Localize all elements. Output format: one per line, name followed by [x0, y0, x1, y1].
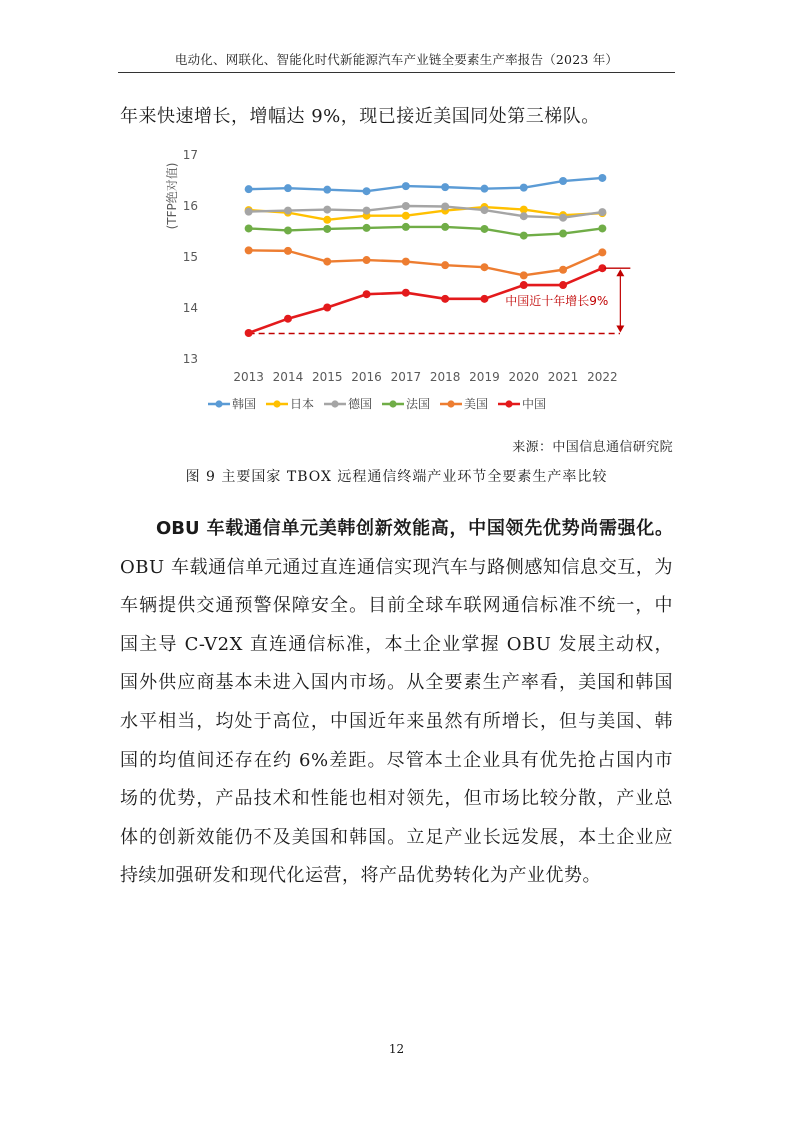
legend-label: 德国 — [348, 397, 373, 411]
obu-paragraph — [120, 510, 673, 896]
arrow-head-down — [616, 326, 624, 333]
data-point — [520, 232, 528, 240]
data-point — [245, 224, 253, 232]
data-point — [598, 248, 606, 256]
data-point — [323, 216, 331, 224]
data-point — [323, 225, 331, 233]
series-2 — [245, 202, 607, 222]
data-point — [598, 174, 606, 182]
arrow-head-up — [616, 269, 624, 276]
data-point — [245, 329, 253, 337]
series-line — [249, 178, 603, 191]
data-point — [559, 266, 567, 274]
data-point — [323, 206, 331, 214]
x-tick-label: 2013 — [233, 370, 264, 384]
data-point — [402, 223, 410, 231]
y-tick-label: 15 — [182, 250, 198, 264]
data-point — [402, 258, 410, 266]
data-point — [441, 223, 449, 231]
data-point — [559, 214, 567, 222]
figure-source: 来源：中国信息通信研究院 — [512, 440, 673, 455]
data-point — [559, 177, 567, 185]
series-line — [249, 250, 603, 275]
y-tick-label: 14 — [182, 301, 198, 315]
data-point — [284, 226, 292, 234]
legend-label: 日本 — [290, 397, 315, 411]
data-point — [402, 212, 410, 220]
legend-item — [382, 396, 430, 411]
page-number: 12 — [388, 1042, 405, 1056]
data-point — [402, 202, 410, 210]
legend-item — [324, 397, 372, 411]
data-point — [363, 224, 371, 232]
data-point — [363, 290, 371, 298]
legend-swatch-marker — [389, 400, 396, 407]
y-tick-label: 13 — [182, 352, 198, 366]
data-point — [245, 185, 253, 193]
data-point — [559, 281, 567, 289]
paragraph-body: OBU 车载通信单元通过直连通信实现汽车与路侧感知信息交互，为车辆提供交通预警保障安全。目前全球车联网通信标准不统一，中国主导 C-V2X 直连通信标准，本土企业掌握 OBU 发展主动权，国外供应商基本未进入国内市场。从全要素生产率看，美国和韩国水平相当，均处于高位，中国近年来虽然有所增长，但与美国、韩国的均值间还存在约 6%差距。尽管本土企业具有优先抢占国内市场的优势，产品技术和性能也相对领先，但市场比较分散，产业总体的创新效能仍不及美国和韩国。立足产业长远发展，本土企业应持续加强研发和现代化运营，将产品优势转化为产业优势。 — [120, 556, 673, 887]
tfp-line-chart — [156, 142, 636, 432]
data-point — [284, 315, 292, 323]
x-tick-label: 2020 — [508, 370, 540, 384]
data-point — [284, 247, 292, 255]
x-tick-label: 2015 — [311, 370, 343, 384]
legend-swatch-marker — [215, 400, 222, 407]
x-tick-label: 2014 — [272, 370, 304, 384]
data-point — [520, 212, 528, 220]
data-point — [520, 281, 528, 289]
y-tick-label: 16 — [182, 199, 198, 213]
data-point — [363, 207, 371, 215]
legend-item — [208, 396, 256, 411]
data-point — [520, 271, 528, 279]
legend-swatch-marker — [331, 400, 338, 407]
growth-annotation: 中国近十年增长9% — [505, 293, 609, 308]
data-point — [480, 295, 488, 303]
data-point — [323, 303, 331, 311]
data-point — [441, 295, 449, 303]
legend-label: 韩国 — [232, 397, 257, 411]
legend-item — [266, 396, 314, 411]
data-point — [480, 185, 488, 193]
data-point — [480, 263, 488, 271]
data-point — [402, 289, 410, 297]
series-line — [249, 227, 603, 236]
x-tick-label: 2016 — [351, 370, 382, 384]
x-tick-label: 2022 — [587, 370, 618, 384]
figure-caption: 图 9 主要国家 TBOX 远程通信终端产业环节全要素生产率比较 — [185, 469, 608, 485]
data-point — [323, 258, 331, 266]
series-3 — [245, 223, 607, 240]
data-point — [559, 230, 567, 238]
legend-label: 中国 — [522, 397, 547, 411]
legend-label: 法国 — [406, 397, 431, 411]
x-tick-label: 2018 — [429, 370, 461, 384]
x-tick-label: 2021 — [547, 370, 579, 384]
data-point — [480, 225, 488, 233]
data-point — [598, 224, 606, 232]
header-rule — [118, 72, 675, 73]
y-axis-label: (TFP绝对值) — [165, 162, 179, 230]
legend-swatch-marker — [273, 400, 280, 407]
data-point — [323, 186, 331, 194]
paragraph-lead: OBU 车载通信单元美韩创新效能高，中国领先优势尚需强化。 — [156, 518, 673, 539]
data-point — [363, 187, 371, 195]
data-point — [245, 208, 253, 216]
data-point — [441, 261, 449, 269]
legend-swatch-marker — [447, 400, 454, 407]
legend-item — [498, 396, 546, 411]
y-tick-label: 17 — [182, 148, 198, 162]
x-tick-label: 2017 — [390, 370, 422, 384]
data-point — [441, 183, 449, 191]
data-point — [284, 207, 292, 215]
data-point — [245, 246, 253, 254]
data-point — [284, 184, 292, 192]
data-point — [520, 184, 528, 192]
intro-text: 年来快速增长，增幅达 9%，现已接近美国同处第三梯队。 — [120, 106, 600, 127]
legend-label: 美国 — [464, 397, 489, 411]
data-point — [598, 208, 606, 216]
data-point — [480, 206, 488, 214]
x-tick-label: 2019 — [469, 370, 500, 384]
series-0 — [245, 174, 607, 195]
series-4 — [245, 246, 607, 279]
legend-item — [440, 397, 488, 411]
data-point — [441, 203, 449, 211]
data-point — [402, 182, 410, 190]
data-point — [363, 256, 371, 264]
running-header: 电动化、网联化、智能化时代新能源汽车产业链全要素生产率报告（2023 年） — [174, 52, 619, 67]
legend-swatch-marker — [505, 400, 512, 407]
